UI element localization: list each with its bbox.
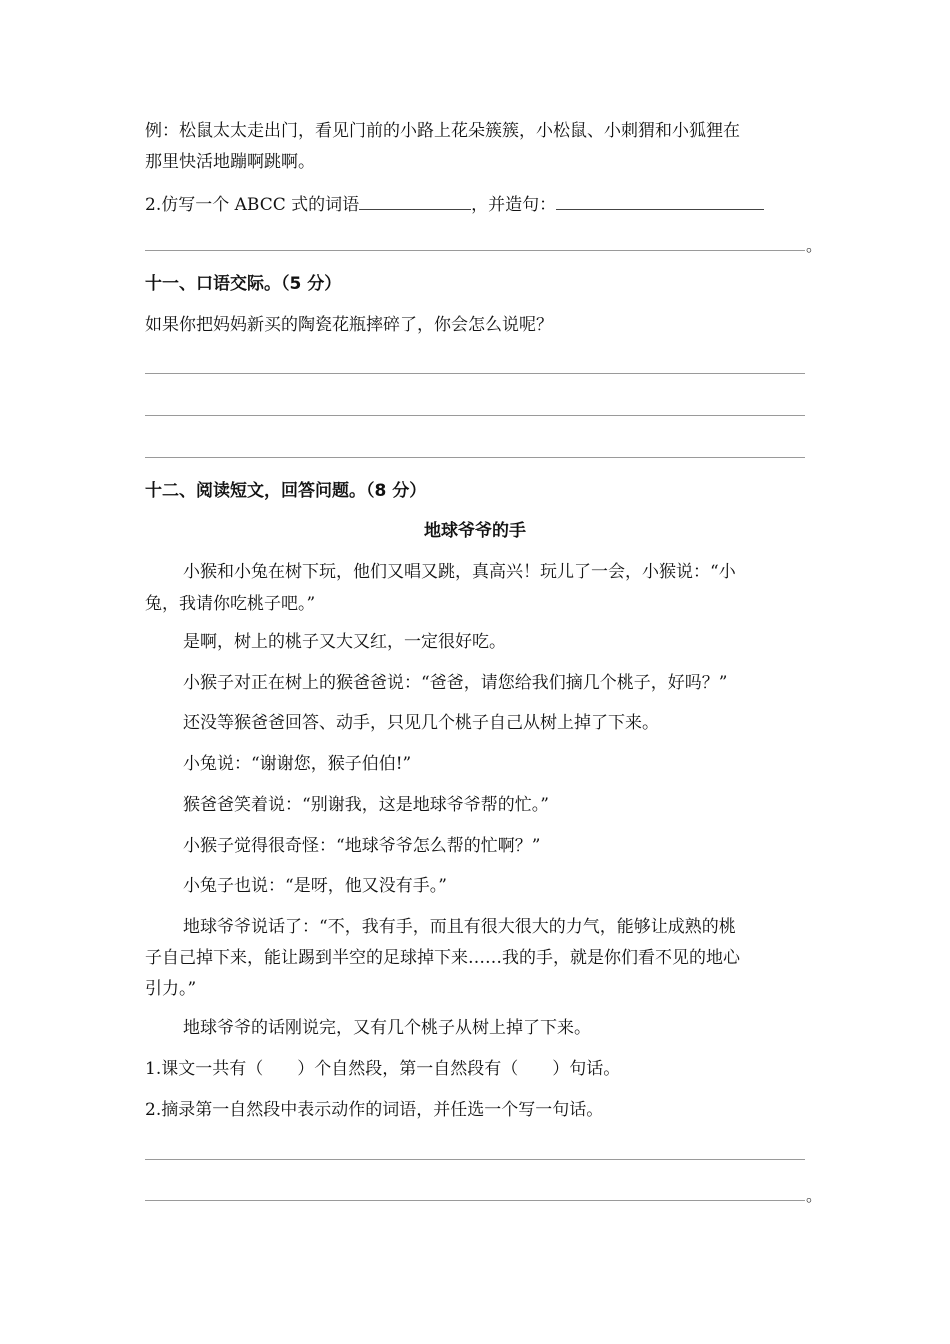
section-11-answer-line-3[interactable]	[145, 457, 805, 458]
abcc-question	[145, 192, 764, 216]
example-line-2: 那里快活地蹦啊跳啊。	[145, 152, 315, 172]
story-paragraph-9-line-2: 子自己掉下来，能让踢到半空的足球掉下来……我的手，就是你们看不见的地心	[145, 948, 740, 968]
section-11-prompt: 如果你把妈妈新买的陶瓷花瓶摔碎了，你会怎么说呢？	[145, 315, 553, 335]
section-11-answer-line-1[interactable]	[145, 373, 805, 374]
section-11-heading: 十一、口语交际。（5 分）	[145, 274, 342, 294]
reading-question-1: 1.课文一共有（ ）个自然段，第一自然段有（ ）句话。	[145, 1059, 621, 1079]
reading-answer-line-1[interactable]	[145, 1159, 805, 1160]
story-paragraph-6: 猴爸爸笑着说：“别谢我，这是地球爷爷帮的忙。”	[183, 795, 549, 815]
story-paragraph-5: 小兔说：“谢谢您，猴子伯伯!”	[183, 754, 412, 774]
story-paragraph-4: 还没等猴爸爸回答、动手，只见几个桃子自己从树上掉了下来。	[183, 713, 659, 733]
reading-question-2: 2.摘录第一自然段中表示动作的词语，并任选一个写一句话。	[145, 1100, 604, 1120]
story-paragraph-7: 小猴子觉得很奇怪：“地球爷爷怎么帮的忙啊？”	[183, 836, 541, 856]
abcc-end-mark: 。	[806, 236, 823, 255]
abcc-sentence-blank[interactable]	[556, 192, 764, 210]
story-title: 地球爷爷的手	[424, 521, 526, 541]
example-line-1: 例：松鼠太太走出门，看见门前的小路上花朵簇簇，小松鼠、小刺猬和小狐狸在	[145, 121, 740, 141]
story-paragraph-3: 小猴子对正在树上的猴爸爸说：“爸爸，请您给我们摘几个桃子，好吗？”	[183, 673, 728, 693]
reading-answer-line-2[interactable]	[145, 1200, 805, 1201]
section-11-answer-line-2[interactable]	[145, 415, 805, 416]
story-paragraph-1-line-2: 兔，我请你吃桃子吧。”	[145, 594, 316, 614]
abcc-word-blank[interactable]	[359, 192, 471, 210]
story-paragraph-10: 地球爷爷的话刚说完，又有几个桃子从树上掉了下来。	[183, 1018, 591, 1038]
abcc-question-middle: ，并造句：	[471, 195, 557, 215]
section-12-heading: 十二、阅读短文，回答问题。（8 分）	[145, 481, 427, 501]
story-paragraph-9-line-1: 地球爷爷说话了：“不，我有手，而且有很大很大的力气，能够让成熟的桃	[183, 917, 736, 937]
abcc-question-prefix: 2.仿写一个 ABCC 式的词语	[145, 195, 360, 215]
reading-end-mark: 。	[806, 1186, 823, 1205]
story-paragraph-8: 小兔子也说：“是呀，他又没有手。”	[183, 876, 447, 896]
story-paragraph-1-line-1: 小猴和小兔在树下玩，他们又唱又跳，真高兴！玩儿了一会，小猴说：“小	[183, 562, 736, 582]
story-paragraph-2: 是啊，树上的桃子又大又红，一定很好吃。	[183, 632, 506, 652]
abcc-answer-line[interactable]	[145, 250, 805, 251]
story-paragraph-9-line-3: 引力。”	[145, 979, 197, 999]
